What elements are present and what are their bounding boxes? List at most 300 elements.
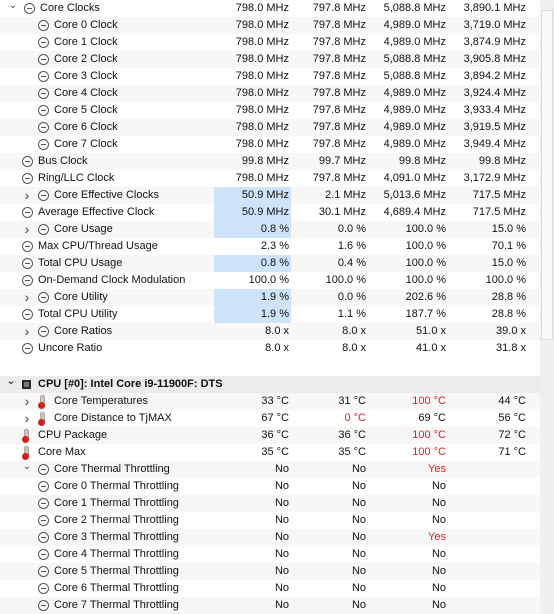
current-value: [214, 85, 291, 102]
sensor-row[interactable]: [0, 102, 540, 119]
maximum-value-text: No: [431, 548, 446, 560]
minimum-value-text: 35 °C: [338, 446, 366, 458]
current-value: [214, 187, 291, 204]
minimum-value-text: 797.8 MHz: [312, 138, 366, 150]
maximum-value-text: No: [431, 582, 446, 594]
sensor-label: CPU [#0]: Intel Core i9-11900F: DTS: [38, 378, 223, 390]
current-value-text: 35 °C: [261, 446, 289, 458]
current-value: [214, 478, 291, 495]
average-value-text: 3,933.4 MHz: [463, 104, 526, 116]
current-value-text: 798.0 MHz: [235, 121, 289, 133]
current-value: [214, 153, 291, 170]
maximum-value: [370, 563, 448, 580]
minimum-value-text: 31 °C: [338, 395, 366, 407]
current-value-text: 50.9 MHz: [241, 189, 289, 201]
minimum-value: [291, 0, 368, 17]
minimum-value-text: No: [351, 514, 366, 526]
maximum-value: [370, 580, 448, 597]
maximum-value-text: 100.0 %: [405, 240, 446, 252]
collapse-chevron-icon[interactable]: [8, 0, 18, 17]
maximum-value: [370, 427, 448, 444]
average-value: [450, 153, 528, 170]
maximum-value-text: 100.0 %: [405, 257, 446, 269]
minimum-value-text: 797.8 MHz: [312, 87, 366, 99]
minimum-value-text: 797.8 MHz: [312, 2, 366, 14]
minimum-value-text: 0 °C: [344, 412, 366, 424]
sensor-row[interactable]: [0, 221, 540, 238]
sensor-label: Core 5 Clock: [54, 104, 118, 116]
maximum-value-text: 187.7 %: [405, 308, 446, 320]
current-value-text: 798.0 MHz: [235, 19, 289, 31]
sensor-label: Core 7 Clock: [54, 138, 118, 150]
current-value-text: No: [274, 582, 289, 594]
minimum-value: [291, 68, 368, 85]
minimum-value-text: 8.0 x: [342, 325, 366, 337]
minimum-value: [291, 461, 368, 478]
minimum-value: [291, 427, 368, 444]
minimum-value: [291, 563, 368, 580]
maximum-value-text: Yes: [428, 531, 446, 543]
minimum-value: [291, 102, 368, 119]
maximum-value-text: 5,088.8 MHz: [383, 70, 446, 82]
current-value: [214, 427, 291, 444]
current-value: [214, 512, 291, 529]
maximum-value-text: No: [431, 480, 446, 492]
average-value-text: 72 °C: [498, 429, 526, 441]
sensor-label: Core Usage: [54, 223, 113, 235]
maximum-value: [370, 597, 448, 614]
minimum-value: [291, 34, 368, 51]
average-value-text: 31.8 x: [496, 342, 526, 354]
minimum-value: [291, 255, 368, 272]
current-value-text: No: [274, 599, 289, 611]
current-value-text: No: [274, 497, 289, 509]
clock-icon: [38, 37, 49, 48]
thermometer-icon: [38, 413, 45, 424]
collapse-chevron-icon[interactable]: [22, 461, 32, 478]
current-value: [214, 102, 291, 119]
minimum-value: [291, 512, 368, 529]
maximum-value: [370, 393, 448, 410]
current-value-text: No: [274, 514, 289, 526]
minimum-value-text: No: [351, 599, 366, 611]
current-value-text: 8.0 x: [265, 325, 289, 337]
sensor-row[interactable]: [0, 444, 540, 461]
sensor-label: Core 7 Thermal Throttling: [54, 599, 179, 611]
sensor-row[interactable]: [0, 238, 540, 255]
current-value-text: 50.9 MHz: [241, 206, 289, 218]
maximum-value: [370, 289, 448, 306]
sensor-row[interactable]: [0, 85, 540, 102]
current-value: [214, 136, 291, 153]
maximum-value: [370, 68, 448, 85]
average-value: [450, 289, 528, 306]
sensor-row[interactable]: [0, 597, 540, 614]
average-value-text: 99.8 MHz: [478, 155, 526, 167]
clock-icon: [38, 20, 49, 31]
clock-icon: [38, 600, 49, 611]
sensor-row[interactable]: [0, 0, 540, 17]
minimum-value: [291, 529, 368, 546]
sensor-label: Core 4 Clock: [54, 87, 118, 99]
maximum-value: [370, 238, 448, 255]
sensor-row[interactable]: [0, 563, 540, 580]
maximum-value: [370, 85, 448, 102]
sensor-label: Core 3 Thermal Throttling: [54, 531, 179, 543]
maximum-value: [370, 255, 448, 272]
clock-icon: [38, 122, 49, 133]
sensor-label: Core 2 Thermal Throttling: [54, 514, 179, 526]
sensor-label: Average Effective Clock: [38, 206, 155, 218]
current-value: [214, 51, 291, 68]
clock-icon: [38, 224, 49, 235]
clock-icon: [38, 498, 49, 509]
minimum-value-text: 1.6 %: [337, 240, 366, 252]
sensor-row[interactable]: [0, 410, 540, 427]
average-value: [450, 17, 528, 34]
sensor-row[interactable]: [0, 272, 540, 289]
maximum-value-text: 41.0 x: [416, 342, 446, 354]
minimum-value: [291, 580, 368, 597]
current-value: [214, 410, 291, 427]
clock-icon: [38, 139, 49, 150]
current-value: [214, 255, 291, 272]
collapse-chevron-icon[interactable]: [6, 376, 16, 393]
minimum-value-text: 0.0 %: [337, 223, 366, 235]
sensor-row[interactable]: [0, 529, 540, 546]
current-value: [214, 238, 291, 255]
current-value: [214, 68, 291, 85]
sensor-label: Ring/LLC Clock: [38, 172, 115, 184]
maximum-value-text: 100 °C: [412, 429, 446, 441]
maximum-value: [370, 0, 448, 17]
clock-icon: [38, 88, 49, 99]
clock-icon: [22, 309, 33, 320]
maximum-value: [370, 136, 448, 153]
sensor-row[interactable]: [0, 393, 540, 410]
cpu-chip-icon: [22, 380, 31, 389]
minimum-value-text: 8.0 x: [342, 342, 366, 354]
sensor-row[interactable]: [0, 289, 540, 306]
current-value-text: 798.0 MHz: [235, 2, 289, 14]
sensor-label: Core 3 Clock: [54, 70, 118, 82]
sensor-row[interactable]: [0, 153, 540, 170]
minimum-value-text: 99.7 MHz: [318, 155, 366, 167]
sensor-label: Core 2 Clock: [54, 53, 118, 65]
clock-icon: [22, 173, 33, 184]
average-value-text: 3,172.9 MHz: [463, 172, 526, 184]
current-value-text: 1.9 %: [260, 291, 289, 303]
sensor-row[interactable]: [0, 68, 540, 85]
minimum-value: [291, 597, 368, 614]
average-value: [450, 102, 528, 119]
current-value: [214, 444, 291, 461]
average-value: [450, 187, 528, 204]
current-value: [214, 170, 291, 187]
maximum-value-text: No: [431, 514, 446, 526]
current-value-text: 2.3 %: [260, 240, 289, 252]
current-value: [214, 34, 291, 51]
minimum-value: [291, 187, 368, 204]
minimum-value: [291, 153, 368, 170]
average-value-text: 717.5 MHz: [472, 189, 526, 201]
maximum-value: [370, 17, 448, 34]
thermometer-icon: [22, 430, 29, 441]
sensor-label: Core Temperatures: [54, 395, 148, 407]
minimum-value-text: 797.8 MHz: [312, 19, 366, 31]
sensor-label: On-Demand Clock Modulation: [38, 274, 186, 286]
average-value: [450, 68, 528, 85]
current-value: [214, 580, 291, 597]
maximum-value: [370, 51, 448, 68]
minimum-value: [291, 340, 368, 357]
minimum-value: [291, 495, 368, 512]
average-value-text: 3,890.1 MHz: [463, 2, 526, 14]
average-value-text: 100.0 %: [485, 274, 526, 286]
maximum-value: [370, 204, 448, 221]
minimum-value-text: 36 °C: [338, 429, 366, 441]
current-value: [214, 0, 291, 17]
minimum-value-text: No: [351, 463, 366, 475]
sensor-row[interactable]: [0, 255, 540, 272]
sensor-row[interactable]: [0, 170, 540, 187]
sensor-row[interactable]: [0, 478, 540, 495]
average-value: [450, 0, 528, 17]
sensor-row[interactable]: [0, 51, 540, 68]
minimum-value-text: 1.1 %: [337, 308, 366, 320]
sensor-label: Core Distance to TjMAX: [54, 412, 172, 424]
minimum-value-text: 100.0 %: [325, 274, 366, 286]
clock-icon: [38, 105, 49, 116]
sensor-label: Core 1 Clock: [54, 36, 118, 48]
minimum-value-text: 0.0 %: [337, 291, 366, 303]
maximum-value-text: 4,091.0 MHz: [383, 172, 446, 184]
minimum-value-text: 797.8 MHz: [312, 172, 366, 184]
average-value-text: 717.5 MHz: [472, 206, 526, 218]
sensor-row[interactable]: [0, 204, 540, 221]
maximum-value-text: 100.0 %: [405, 274, 446, 286]
current-value-text: 798.0 MHz: [235, 70, 289, 82]
maximum-value-text: 4,689.4 MHz: [383, 206, 446, 218]
average-value-text: 28.8 %: [491, 308, 526, 320]
average-value: [450, 410, 528, 427]
minimum-value-text: No: [351, 565, 366, 577]
average-value: [450, 306, 528, 323]
current-value: [214, 597, 291, 614]
minimum-value: [291, 204, 368, 221]
current-value-text: 99.8 MHz: [241, 155, 289, 167]
sensor-label: Core 4 Thermal Throttling: [54, 548, 179, 560]
average-value: [450, 393, 528, 410]
current-value: [214, 546, 291, 563]
current-value-text: 798.0 MHz: [235, 104, 289, 116]
current-value: [214, 393, 291, 410]
sensor-row[interactable]: [0, 34, 540, 51]
current-value: [214, 17, 291, 34]
average-value: [450, 170, 528, 187]
clock-icon: [38, 566, 49, 577]
current-value-text: 100.0 %: [248, 274, 289, 286]
current-value: [214, 323, 291, 340]
minimum-value: [291, 238, 368, 255]
minimum-value-text: No: [351, 480, 366, 492]
average-value: [450, 85, 528, 102]
sensor-label: Core 1 Thermal Throttling: [54, 497, 179, 509]
current-value: [214, 306, 291, 323]
current-value-text: 33 °C: [261, 395, 289, 407]
maximum-value: [370, 170, 448, 187]
average-value: [450, 119, 528, 136]
maximum-value: [370, 444, 448, 461]
clock-icon: [38, 190, 49, 201]
minimum-value-text: 797.8 MHz: [312, 36, 366, 48]
sensor-label: Core 6 Clock: [54, 121, 118, 133]
sensor-label: Core Utility: [54, 291, 108, 303]
average-value: [450, 427, 528, 444]
sensor-row[interactable]: [0, 17, 540, 34]
maximum-value-text: 51.0 x: [416, 325, 446, 337]
current-value-text: 8.0 x: [265, 342, 289, 354]
maximum-value-text: 5,088.8 MHz: [383, 53, 446, 65]
thermometer-icon: [22, 447, 29, 458]
average-value: [450, 136, 528, 153]
clock-icon: [38, 326, 49, 337]
sensor-label: Uncore Ratio: [38, 342, 103, 354]
minimum-value: [291, 393, 368, 410]
maximum-value-text: 4,989.0 MHz: [383, 19, 446, 31]
sensor-label: Max CPU/Thread Usage: [38, 240, 158, 252]
current-value: [214, 204, 291, 221]
sensor-row[interactable]: [0, 136, 540, 153]
current-value-text: 798.0 MHz: [235, 36, 289, 48]
clock-icon: [38, 583, 49, 594]
current-value-text: 798.0 MHz: [235, 53, 289, 65]
sensor-row[interactable]: [0, 495, 540, 512]
current-value-text: 0.8 %: [260, 257, 289, 269]
sensor-row[interactable]: [0, 119, 540, 136]
maximum-value: [370, 478, 448, 495]
section-spacer: [0, 357, 540, 376]
average-value-text: 70.1 %: [491, 240, 526, 252]
sensor-row[interactable]: [0, 512, 540, 529]
clock-icon: [22, 207, 33, 218]
current-value: [214, 289, 291, 306]
average-value-text: 56 °C: [498, 412, 526, 424]
minimum-value-text: 2.1 MHz: [325, 189, 366, 201]
minimum-value-text: 797.8 MHz: [312, 104, 366, 116]
maximum-value-text: 4,989.0 MHz: [383, 121, 446, 133]
minimum-value-text: No: [351, 548, 366, 560]
minimum-value: [291, 410, 368, 427]
current-value-text: 67 °C: [261, 412, 289, 424]
maximum-value: [370, 410, 448, 427]
maximum-value-text: 100.0 %: [405, 223, 446, 235]
sensor-label: Core 6 Thermal Throttling: [54, 582, 179, 594]
average-value: [450, 238, 528, 255]
sensor-row[interactable]: [0, 461, 540, 478]
sensor-row[interactable]: [0, 546, 540, 563]
minimum-value: [291, 85, 368, 102]
current-value: [214, 119, 291, 136]
average-value: [450, 255, 528, 272]
maximum-value-text: No: [431, 497, 446, 509]
maximum-value-text: 4,989.0 MHz: [383, 138, 446, 150]
minimum-value: [291, 478, 368, 495]
average-value-text: 3,905.8 MHz: [463, 53, 526, 65]
maximum-value: [370, 323, 448, 340]
minimum-value-text: 797.8 MHz: [312, 70, 366, 82]
sensor-row[interactable]: [0, 323, 540, 340]
clock-icon: [22, 258, 33, 269]
minimum-value-text: No: [351, 497, 366, 509]
average-value-text: 44 °C: [498, 395, 526, 407]
average-value: [450, 340, 528, 357]
current-value: [214, 272, 291, 289]
current-value-text: 798.0 MHz: [235, 138, 289, 150]
maximum-value-text: 4,989.0 MHz: [383, 104, 446, 116]
average-value-text: 3,894.2 MHz: [463, 70, 526, 82]
maximum-value-text: 100 °C: [412, 395, 446, 407]
clock-icon: [22, 241, 33, 252]
maximum-value: [370, 272, 448, 289]
minimum-value: [291, 546, 368, 563]
average-value-text: 71 °C: [498, 446, 526, 458]
sensor-group-header[interactable]: [0, 376, 540, 393]
sensor-row[interactable]: [0, 187, 540, 204]
maximum-value-text: 4,989.0 MHz: [383, 36, 446, 48]
clock-icon: [38, 549, 49, 560]
sensor-row[interactable]: [0, 340, 540, 357]
clock-icon: [38, 532, 49, 543]
sensor-row[interactable]: [0, 306, 540, 323]
sensor-label: CPU Package: [38, 429, 108, 441]
average-value: [450, 34, 528, 51]
sensor-label: Core Clocks: [40, 2, 100, 14]
current-value-text: No: [274, 531, 289, 543]
average-value: [450, 272, 528, 289]
current-value: [214, 563, 291, 580]
sensor-row[interactable]: [0, 580, 540, 597]
maximum-value-text: Yes: [428, 463, 446, 475]
current-value-text: 798.0 MHz: [235, 172, 289, 184]
maximum-value: [370, 495, 448, 512]
current-value-text: 798.0 MHz: [235, 87, 289, 99]
maximum-value: [370, 34, 448, 51]
maximum-value-text: No: [431, 565, 446, 577]
average-value: [450, 204, 528, 221]
maximum-value-text: 5,088.8 MHz: [383, 2, 446, 14]
maximum-value: [370, 340, 448, 357]
current-value-text: No: [274, 565, 289, 577]
current-value-text: 36 °C: [261, 429, 289, 441]
vertical-scrollbar[interactable]: [540, 0, 554, 614]
maximum-value-text: 100 °C: [412, 446, 446, 458]
average-value: [450, 323, 528, 340]
current-value-text: 0.8 %: [260, 223, 289, 235]
clock-icon: [22, 275, 33, 286]
current-value: [214, 529, 291, 546]
sensor-label: Core Effective Clocks: [54, 189, 159, 201]
maximum-value: [370, 221, 448, 238]
current-value-text: No: [274, 548, 289, 560]
minimum-value: [291, 289, 368, 306]
scrollbar-thumb[interactable]: [541, 10, 553, 340]
sensor-row[interactable]: [0, 427, 540, 444]
minimum-value-text: No: [351, 531, 366, 543]
minimum-value: [291, 221, 368, 238]
minimum-value: [291, 17, 368, 34]
minimum-value: [291, 136, 368, 153]
